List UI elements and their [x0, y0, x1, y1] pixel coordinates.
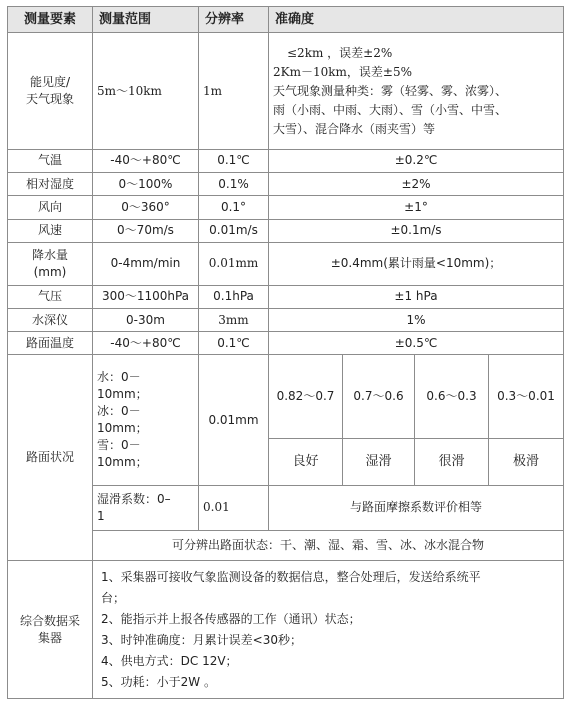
water-depth-row — [8, 308, 564, 331]
row-resolution: 0.01mm — [199, 243, 269, 286]
row-name: 风速 — [8, 219, 93, 242]
row-accuracy: 1% — [269, 308, 564, 331]
friction-coefficient: 0.6～0.3 — [415, 355, 489, 438]
row-resolution: 0.01m/s — [199, 219, 269, 242]
visibility-accuracy: ≤2km ，误差±2% 2Km－10km，误差±5% 天气现象测量种类：雾（轻雾、雾、浓雾）、 雨（小雨、中雨、大雨）、雪（小雪、中雪、 大雪）、混合降水（雨夹雪）等 — [269, 33, 564, 150]
header-element: 测量要素 — [8, 7, 93, 33]
slip-coefficient-accuracy: 与路面摩擦系数评价相等 — [269, 486, 564, 531]
header-row — [8, 7, 564, 33]
friction-coefficient: 0.82～0.7 — [269, 355, 343, 438]
row-accuracy: ±0.2℃ — [269, 149, 564, 172]
visibility-range: 5m～10km — [93, 33, 199, 150]
header-range: 测量范围 — [93, 7, 199, 33]
road-grade: 湿滑 — [343, 438, 415, 486]
humidity-row — [8, 173, 564, 196]
row-range: 300～1100hPa — [93, 285, 199, 308]
row-accuracy: ±0.1m/s — [269, 219, 564, 242]
row-resolution: 0.1% — [199, 173, 269, 196]
pressure-row — [8, 285, 564, 308]
row-range: 0-30m — [93, 308, 199, 331]
friction-coefficient: 0.3～0.01 — [489, 355, 564, 438]
road-states-text: 可分辨出路面状态：干、潮、湿、霜、雪、冰、冰水混合物 — [93, 530, 564, 560]
visibility-row — [8, 33, 564, 150]
row-name: 风向 — [8, 196, 93, 219]
collector-row — [8, 561, 564, 699]
wind-speed-row — [8, 219, 564, 242]
temperature-row — [8, 149, 564, 172]
row-range: 0-4mm/min — [93, 243, 199, 286]
header-resolution: 分辨率 — [199, 7, 269, 33]
row-accuracy: ±0.5℃ — [269, 332, 564, 355]
slip-coefficient-resolution: 0.01 — [199, 486, 269, 531]
row-name: 相对湿度 — [8, 173, 93, 196]
wind-direction-row — [8, 196, 564, 219]
row-resolution: 0.1℃ — [199, 149, 269, 172]
visibility-name: 能见度/ 天气现象 — [8, 33, 93, 150]
row-range: 0～360° — [93, 196, 199, 219]
row-name: 水深仪 — [8, 308, 93, 331]
road-condition-range: 水：0－ 10mm； 冰：0－ 10mm； 雪：0－ 10mm； — [93, 355, 199, 486]
row-name: 降水量 (mm) — [8, 243, 93, 286]
collector-description: 1、采集器可接收气象监测设备的数据信息，整合处理后，发送给系统平 台； 2、能指示并上报各传感器的工作（通讯）状态； 3、时钟准确度：月累计误差<30秒； 4、供电方式：DC 12V； 5、功耗：小于2W 。 — [93, 561, 564, 699]
road-condition-resolution: 0.01mm — [199, 355, 269, 486]
row-range: 0～100% — [93, 173, 199, 196]
row-name: 气温 — [8, 149, 93, 172]
row-name: 路面温度 — [8, 332, 93, 355]
slip-coefficient-range: 湿滑系数：0– 1 — [93, 486, 199, 531]
row-range: 0～70m/s — [93, 219, 199, 242]
row-range: -40～+80℃ — [93, 149, 199, 172]
road-grade: 很滑 — [415, 438, 489, 486]
row-range: -40～+80℃ — [93, 332, 199, 355]
visibility-resolution: 1m — [199, 33, 269, 150]
row-resolution: 0.1° — [199, 196, 269, 219]
friction-coefficient: 0.7～0.6 — [343, 355, 415, 438]
row-accuracy: ±0.4mm(累计雨量<10mm)； — [269, 243, 564, 286]
row-resolution: 3mm — [199, 308, 269, 331]
row-name: 气压 — [8, 285, 93, 308]
road-condition-row — [8, 355, 564, 438]
collector-name: 综合数据采 集器 — [8, 561, 93, 699]
road-grade: 良好 — [269, 438, 343, 486]
row-accuracy: ±1 hPa — [269, 285, 564, 308]
road-temperature-row — [8, 332, 564, 355]
road-condition-name: 路面状况 — [8, 355, 93, 561]
row-resolution: 0.1hPa — [199, 285, 269, 308]
road-grade: 极滑 — [489, 438, 564, 486]
spec-table — [7, 6, 564, 699]
precipitation-row — [8, 243, 564, 286]
row-resolution: 0.1℃ — [199, 332, 269, 355]
header-accuracy: 准确度 — [269, 7, 564, 33]
row-accuracy: ±2% — [269, 173, 564, 196]
row-accuracy: ±1° — [269, 196, 564, 219]
